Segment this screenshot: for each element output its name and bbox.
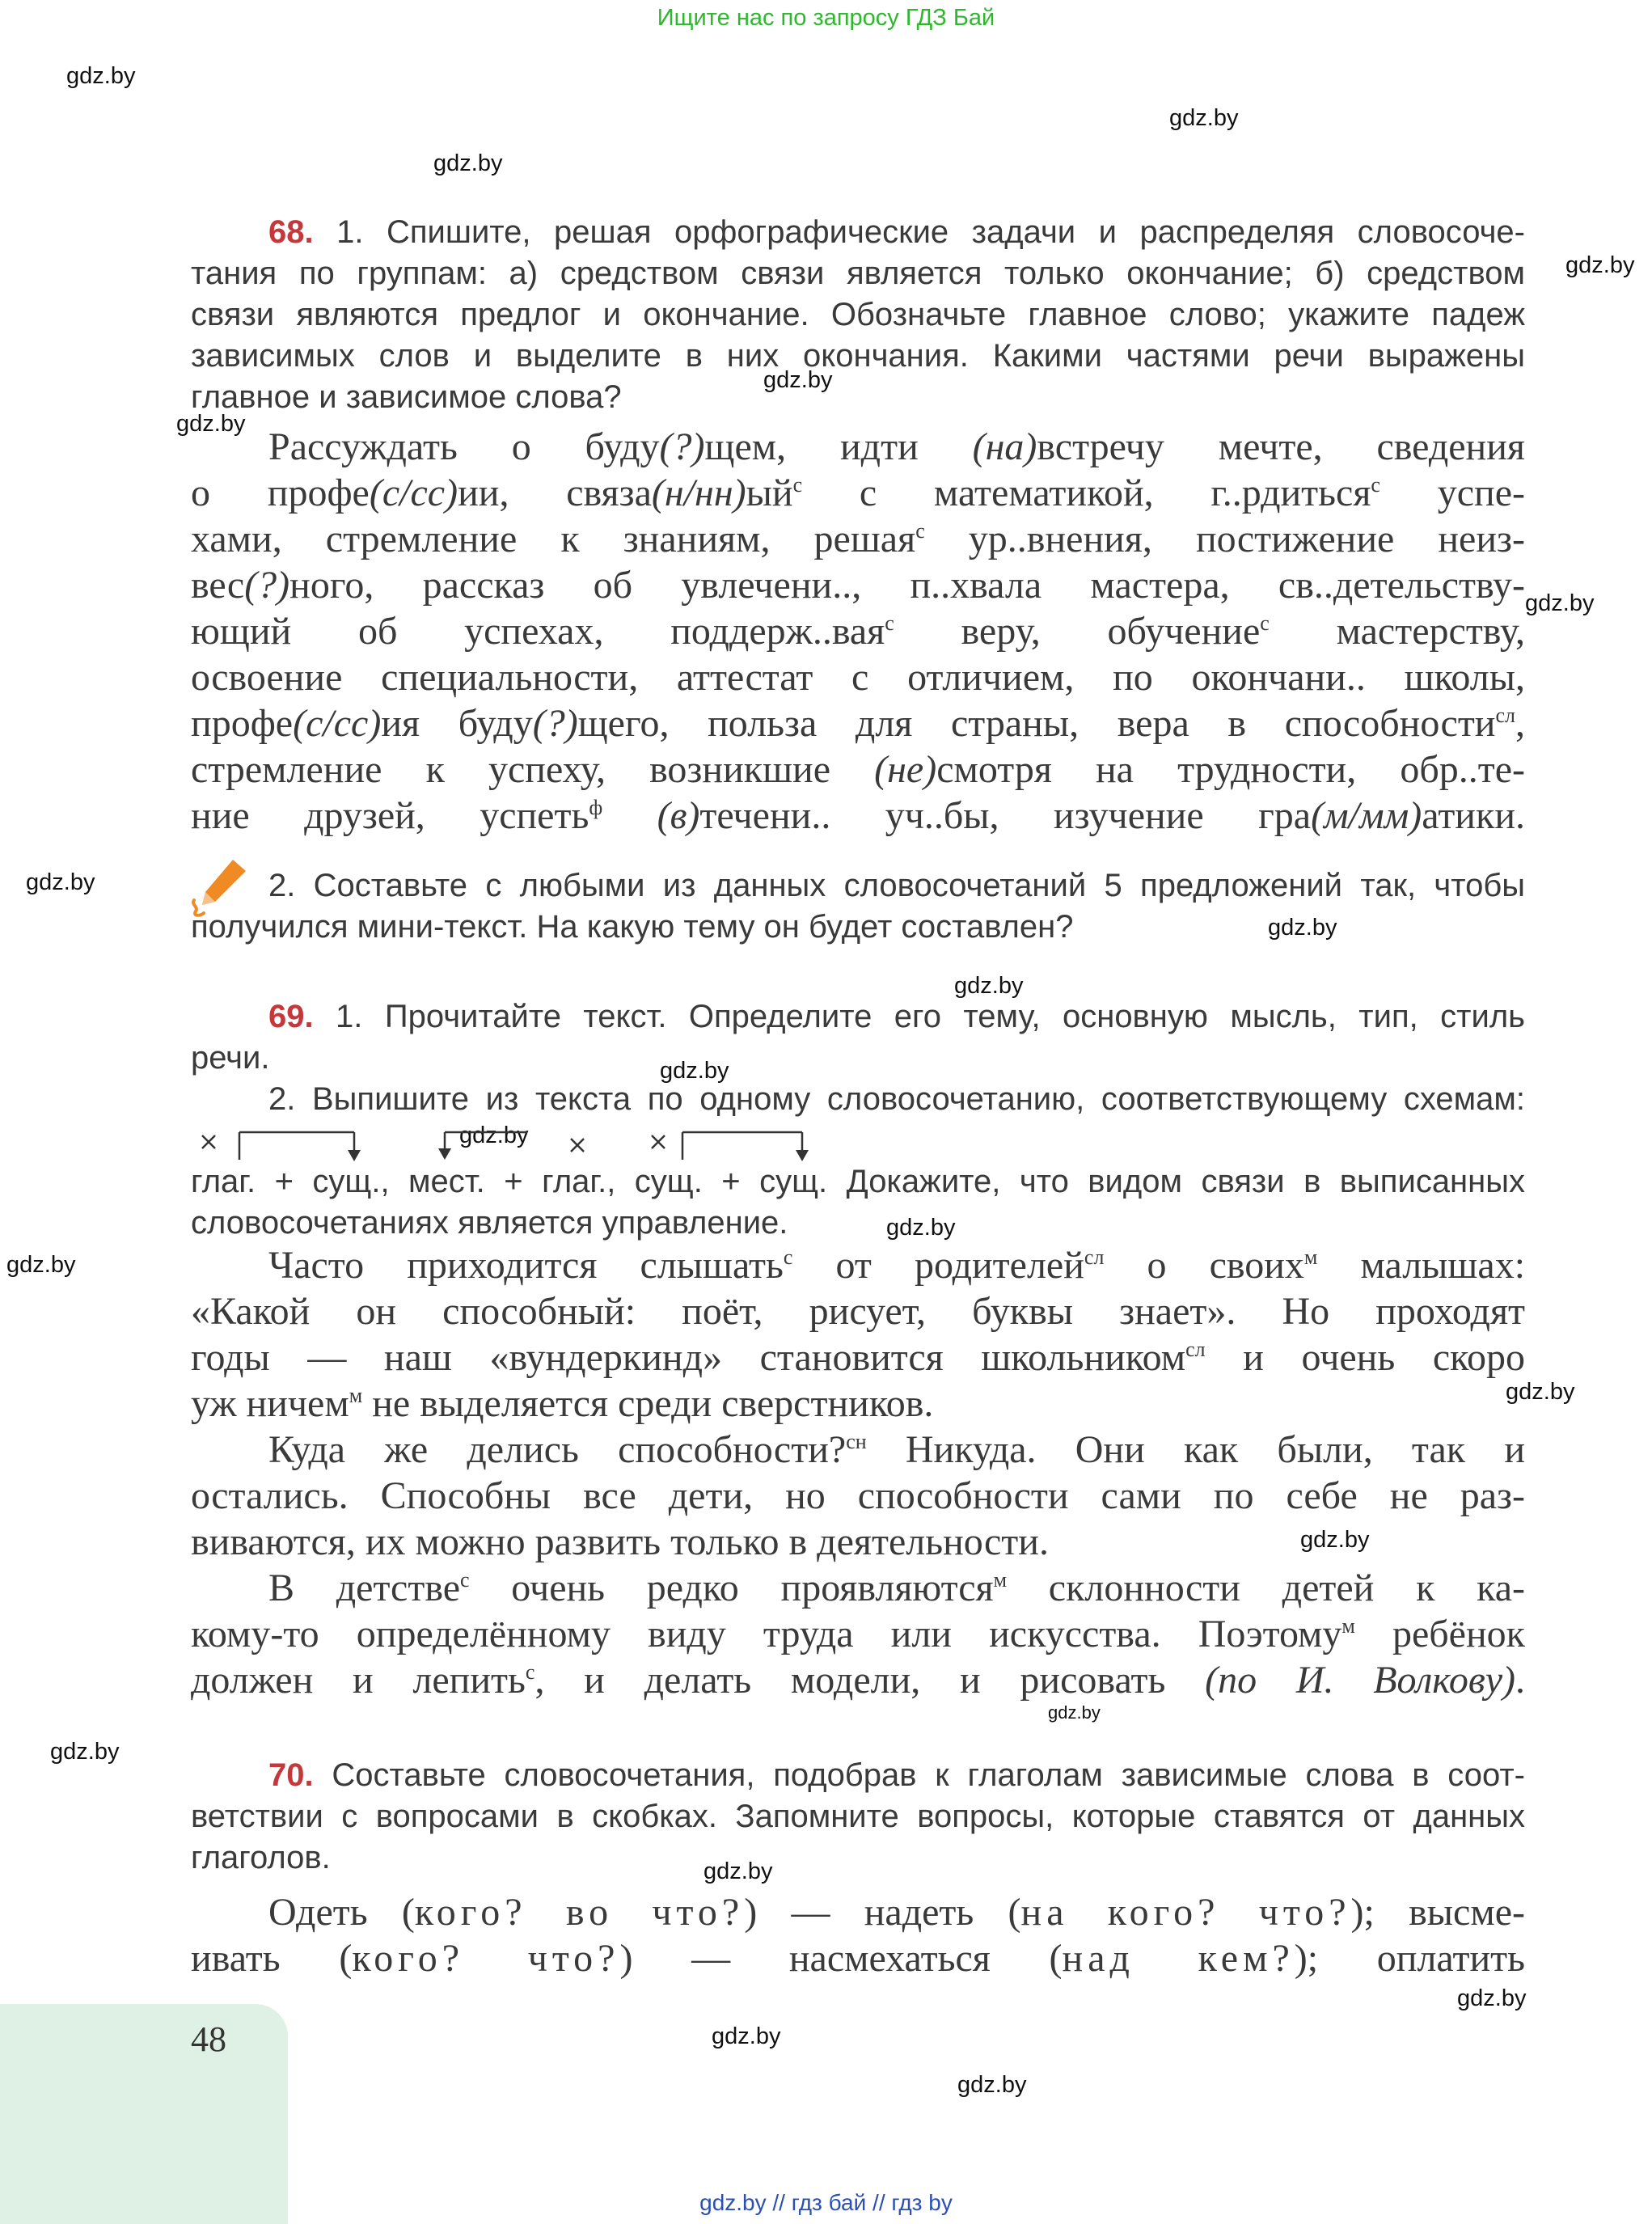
watermark: gdz.by — [712, 2023, 781, 2049]
exercise-68-task: 68. 1. Спишите, решая орфографические задачи и распределяя словосоче- тания по группам: а) средством связи является только окончание; б) средством связи являются предлог и окончание. Обозначьте главное слово; укажите падеж зависимых слов и выделите в них окончания. Какими частями речи выражены главное и зависимое слова? — [191, 214, 1525, 415]
exercise-70-words: Одеть (кого? во что?) — надеть (на кого? что?); высме- ивать (кого? что?) — насмехаться (над кем?); оплатить — [191, 1891, 1526, 1980]
footer-links[interactable]: gdz.by // гдз бай // гдз by — [699, 2190, 953, 2215]
watermark: gdz.by — [26, 869, 95, 895]
watermark: gdz.by — [1565, 252, 1635, 278]
watermark: gdz.by — [1268, 915, 1337, 941]
watermark: gdz.by — [954, 973, 1024, 999]
scheme-verb-noun — [202, 1132, 361, 1161]
watermark: gdz.by — [1048, 1702, 1101, 1723]
exercise-68-phrases: Рассуждать о буду(?)щем, идти (на)встречу мечте, сведения о профе(с/сс)ии, $связа(н/нн)ый^с$ с математикой, г..рдиться$^с$ успе- хами, стремление к знаниям, решая$^с$ ур..внения, постижение неиз- вес(?)ного, рассказ об увлечени.., п..хвала мастера, св..детельству- ющий об успехах, поддерж..вая$^с$ веру, обучение$^с$ мастерству, освоение специальности, аттестат с отличием, по окончани.. школы, профе(с/сс)ия буду(?)щего, польза для страны, вера в способности$^{сл}$, стремление к успеху, возникшие (не)смотря на трудности, обр..те- ние друзей, успеть$^ф$ (в)течени.. уч..бы, изучение гра(м/мм)атики. — [191, 425, 1526, 837]
exercise-69-text: Часто приходится слышать$^с$ от родителей$^{сл}$ о своих$^м$ малышах: «Какой он способный: поёт, рисует, буквы знает». Но проходят годы — наш «вундеркинд» становится школьником$^{сл}$ и очень скоро уж ничем$^м$ не выделяется среди сверстников. Куда же делись способности?$^{сн}$ Никуда. Они как были, так и остались. Способны все дети, но способности сами по себе не раз- виваются, их можно развить только в деятельности. В детстве$^с$ очень редко проявляются$^м$ склонности детей к ка- кому-то определённому виду труда или искусства. Поэтому$^м$ ребёнок должен и лепить$^с$, и делать модели, и рисовать (по И. Волкову). — [191, 1244, 1526, 1702]
watermark: gdz.by — [50, 1739, 120, 1765]
header-banner[interactable]: Ищите нас по запросу ГДЗ Бай — [657, 5, 995, 31]
watermark: gdz.by — [6, 1252, 76, 1278]
watermark: gdz.by — [886, 1215, 956, 1241]
watermark: gdz.by — [1300, 1527, 1370, 1553]
watermark: gdz.by — [763, 367, 833, 393]
watermark: gdz.by — [433, 150, 503, 176]
watermark: gdz.by — [703, 1858, 773, 1884]
watermark: gdz.by — [1169, 105, 1239, 131]
exercise-69-task-2-cont: глаг. + сущ., мест. + глаг., сущ. + сущ. Докажите, что видом связи в выписанных словосочетаниях является управление. — [191, 1164, 1525, 1241]
scheme-pronoun-verb — [438, 1132, 584, 1160]
watermark: gdz.by — [176, 411, 246, 437]
watermark: gdz.by — [1525, 590, 1595, 616]
watermark: gdz.by — [459, 1123, 529, 1148]
exercise-number: 68. — [268, 214, 314, 250]
watermark: gdz.by — [957, 2072, 1027, 2098]
exercise-number: 69. — [268, 999, 314, 1034]
exercise-68-task-2: 2. Составьте с любыми из данных словосочетаний 5 предложений так, чтобы получился мини-текст. На какую тему он будет составлен? — [191, 868, 1525, 945]
watermark: gdz.by — [66, 63, 136, 89]
exercise-number: 70. — [268, 1757, 314, 1793]
watermark: gdz.by — [660, 1058, 729, 1084]
page-number: 48 — [191, 2019, 226, 2059]
watermark: gdz.by — [1506, 1379, 1575, 1405]
exercise-69-task: 69. 1. Прочитайте текст. Определите его тему, основную мысль, тип, стиль речи. 2. Выпишите из текста по одному словосочетанию, соответствующему схемам: — [191, 999, 1525, 1117]
scheme-noun-noun — [652, 1132, 809, 1161]
exercise-70-task: 70. Составьте словосочетания, подобрав к глаголам зависимые слова в соот- ветствии с вопросами в скобках. Запомните вопросы, которые ставятся от данных глаголов. — [191, 1757, 1525, 1875]
watermark: gdz.by — [1457, 1985, 1527, 2011]
